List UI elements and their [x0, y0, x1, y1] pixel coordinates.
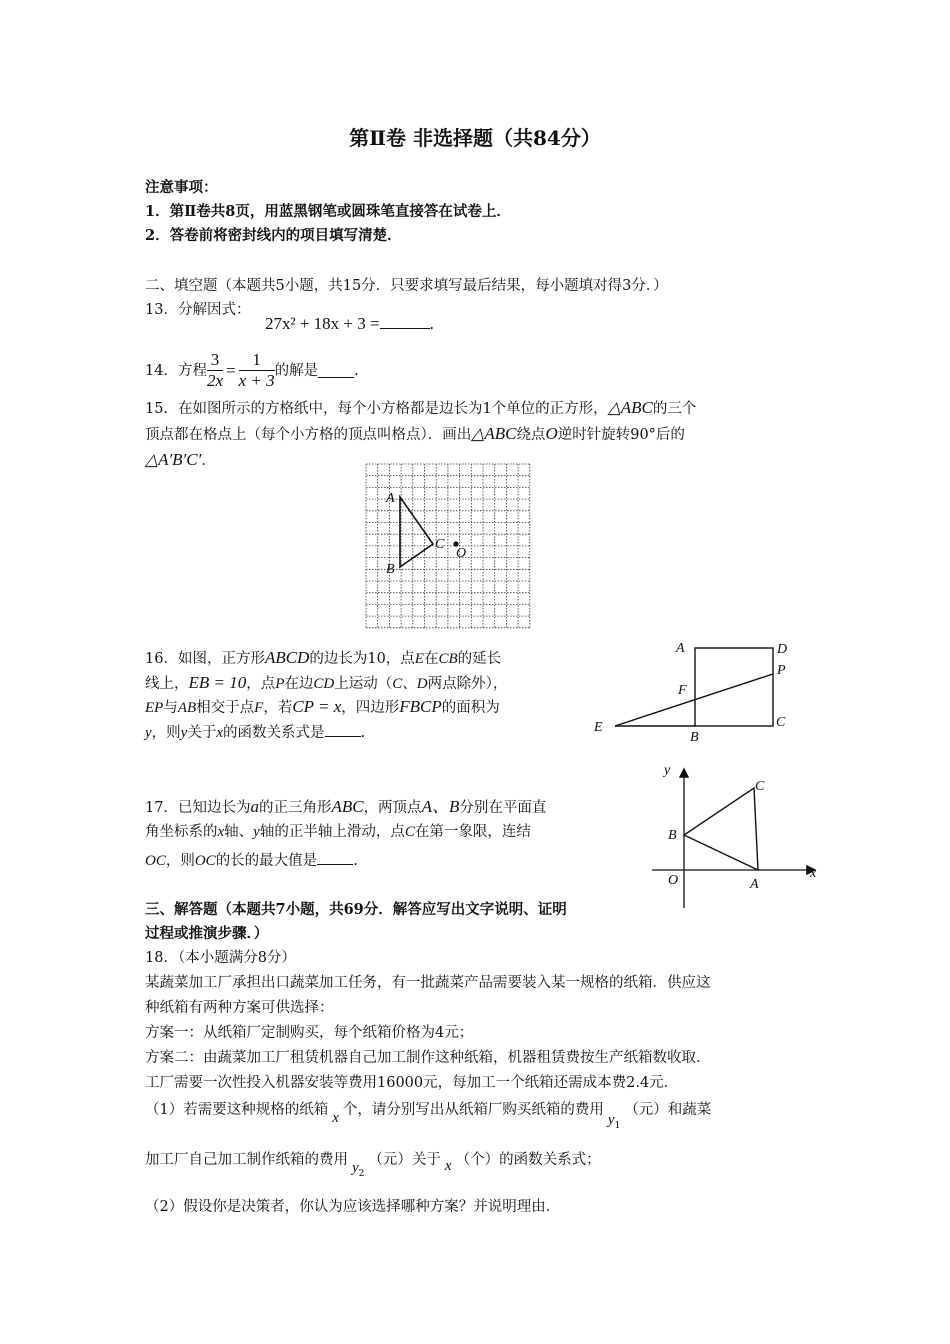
q16-square-figure [590, 636, 800, 746]
q17-l3b: 的长的最大值是 [215, 853, 318, 869]
q18-p1: 某蔬菜加工厂承担出口蔬菜加工任务，有一批蔬菜产品需要装入某一规格的纸箱．供应这 [145, 975, 711, 991]
label-b: B [386, 562, 395, 577]
q15-triangle: △ABC [607, 398, 653, 417]
q15-triangle-2: △ABC [471, 424, 517, 443]
q16-ep: EP [145, 700, 164, 716]
q16-line4 [145, 722, 365, 743]
q17-oc: OC [145, 853, 166, 869]
label-x: x [810, 866, 817, 881]
label-c: C [435, 537, 445, 552]
q15-point-o: O [545, 424, 558, 443]
q17-l1b: 的正三角形 [258, 800, 332, 816]
q15-line1-text: 15．在如图所示的方格纸中，每个小方格都是边长为1个单位的正方形， [145, 401, 608, 417]
q17-l1a: 17．已知边长为 [145, 800, 251, 816]
q16-l2d: 上运动（ [334, 676, 393, 692]
q14-prefix: 14．方程 [145, 362, 207, 379]
triangle-abc [400, 497, 433, 567]
q13-expr: 27x² + 18x + 3 = [265, 314, 380, 333]
q17-l2c: 轴的正半轴上滑动，点 [259, 824, 405, 840]
q17-abc: ABC [331, 797, 364, 816]
q18-p3: 方案一：从纸箱厂定制购买，每个纸箱价格为4元； [145, 1025, 474, 1041]
q16-l3a: 与 [163, 700, 178, 716]
notice-heading: 注意事项： [145, 179, 218, 196]
q17-end: . [353, 853, 358, 869]
q15-line2-mid: 绕点 [516, 427, 546, 443]
q18-sub1-line1 [145, 1100, 712, 1131]
q17-answer-blank[interactable] [317, 850, 353, 865]
q16-ab: AB [177, 700, 197, 716]
q14-answer-blank[interactable] [318, 363, 354, 378]
q16-end: . [360, 725, 366, 741]
section2-heading: 二、填空题（本题共5小题，共15分．只要求填写最后结果，每小题填对得3分．） [145, 278, 668, 294]
q16-y2: y [180, 725, 188, 741]
q16-fbcp: FBCP [399, 697, 442, 716]
q17-l1c: ，两顶点 [363, 800, 422, 816]
q16-l1d: 的延长 [457, 651, 502, 667]
q18-y2: y [352, 1160, 359, 1176]
label-a: A [676, 641, 685, 656]
q17-l1d: 分别在平面直 [459, 800, 547, 816]
q18-y1-sub: 1 [614, 1120, 621, 1131]
q15-rotated-triangle: △A′B′C′ [145, 450, 202, 469]
q16-x: x [216, 725, 224, 741]
line-ep [615, 674, 773, 726]
q14 [145, 350, 359, 391]
q16-y: y [145, 725, 152, 741]
q16-c: C [392, 676, 403, 692]
notice-item-1: 1．第Ⅱ卷共8页，用蓝黑钢笔或圆珠笔直接答在试卷上． [145, 203, 511, 220]
q16-answer-blank[interactable] [325, 722, 361, 737]
q16-point-e: E [414, 651, 424, 667]
q18-s2b: （元）关于 [368, 1152, 441, 1168]
label-o: O [668, 873, 679, 888]
q16-line2 [145, 673, 507, 694]
label-o: O [456, 546, 467, 561]
q17-coordinate-figure [646, 760, 826, 910]
q17-l3a: ，则 [165, 853, 195, 869]
q17-l2b: 轴、 [224, 824, 254, 840]
q15-line2-end: 逆时针旋转90°后的 [557, 427, 685, 443]
label-d: D [777, 642, 788, 657]
q17-a-b: A、B [421, 797, 460, 816]
q16-f: F [254, 700, 264, 716]
q18-p4: 方案二：由蔬菜加工厂租赁机器自己加工制作这种纸箱，机器租赁费按生产纸箱数收取． [145, 1050, 711, 1066]
q17-c: C [404, 824, 415, 840]
grid-lines [366, 464, 530, 628]
q16-l3c: ，若 [263, 700, 293, 716]
q16-square: ABCD [264, 648, 310, 667]
q16-l4b: 关于 [187, 725, 217, 741]
q16-l1a: 16．如图，正方形 [145, 651, 265, 667]
q18-p2: 种纸箱有两种方案可供选择： [145, 1000, 334, 1016]
q15-line3: △A′B′C′． [145, 450, 216, 469]
q16-l3e: 的面积为 [441, 700, 500, 716]
q18-sub2: （2）假设你是决策者，你认为应该选择哪种方案？并说明理由． [145, 1199, 561, 1215]
q14-fraction-1 [207, 350, 223, 391]
q16-cp: CP = x [292, 697, 342, 716]
notice-item-2: 2．答卷前将密封线内的项目填写清楚． [145, 227, 402, 244]
q18-x2: x [444, 1158, 452, 1174]
q16-l3b: 相交于点 [196, 700, 255, 716]
q17-l2d: 在第一象限，连结 [414, 824, 531, 840]
q17-l2a: 角坐标系的 [145, 824, 218, 840]
label-b: B [690, 730, 699, 745]
q18-s2c: （个）的函数关系式； [455, 1152, 601, 1168]
q16-l4a: ，则 [151, 725, 181, 741]
q17-oc2: OC [194, 853, 216, 869]
q18-s1a: （1）若需要这种规格的纸箱 [145, 1102, 329, 1118]
q17-line3 [145, 850, 358, 871]
q16-cd: CD [313, 676, 335, 692]
q18-y2-sub: 2 [358, 1168, 365, 1179]
label-a: A [386, 491, 395, 506]
q16-l2f: 两点除外）， [427, 676, 508, 692]
q16-l2b: ，点 [246, 676, 276, 692]
q16-line1 [145, 648, 501, 669]
q15-line1 [145, 398, 696, 419]
triangle-abc [684, 788, 758, 870]
label-c: C [755, 779, 765, 794]
section3-heading-1: 三、解答题（本题共7小题，共69分．解答应写出文字说明、证明 [145, 901, 567, 918]
q18-x: x [332, 1110, 339, 1126]
q16-cb: CB [438, 651, 458, 667]
q14-frac1-den: 2x [206, 371, 223, 390]
q13-end: . [429, 314, 434, 333]
q14-equals: = [226, 360, 236, 380]
q17-line1 [145, 797, 546, 818]
label-b: B [668, 828, 677, 843]
q16-l2e: 、 [402, 676, 417, 692]
q14-frac1-num: 3 [207, 350, 223, 371]
label-a: A [750, 877, 759, 892]
q16-l2a: 线上， [145, 676, 189, 692]
q14-frac2-num: 1 [239, 350, 275, 371]
q16-point-p: P [275, 676, 285, 692]
q14-fraction-2 [239, 350, 275, 391]
q15-line1-end: 的三个 [652, 401, 697, 417]
q18-s1c: （元）和蔬菜 [624, 1102, 712, 1118]
label-y: y [664, 763, 671, 778]
q13-expression [265, 314, 434, 334]
q16-l1c: 在 [423, 651, 439, 667]
q18-s1b: 个，请分别写出从纸箱厂购买纸箱的费用 [342, 1102, 604, 1118]
q17-a: a [250, 797, 259, 816]
q15-grid-figure [364, 462, 536, 636]
q18-s2a: 加工厂自己加工制作纸箱的费用 [145, 1152, 348, 1168]
q18-sub1-line2 [145, 1150, 601, 1179]
q16-l4c: 的函数关系式是 [223, 725, 325, 741]
q18-head: 18．（本小题满分8分） [145, 950, 296, 966]
q16-l3d: ，四边形 [341, 700, 400, 716]
section3-heading-2: 过程或推演步骤．） [145, 925, 269, 942]
q14-suffix: 的解是 [274, 362, 319, 379]
label-e: E [594, 720, 603, 735]
q16-d: D [416, 676, 428, 692]
label-f: F [678, 683, 687, 698]
q14-frac2-den: x + 3 [238, 371, 275, 390]
q18-y1: y [607, 1112, 615, 1128]
label-c: C [776, 715, 786, 730]
q13-answer-blank[interactable] [380, 314, 430, 329]
q16-eb: EB = 10 [188, 673, 247, 692]
q17-y: y [253, 824, 260, 840]
q17-line2 [145, 822, 531, 842]
q14-end: . [354, 362, 359, 379]
q16-l1b: 的边长为10，点 [309, 651, 415, 667]
q13-label: 13．分解因式： [145, 302, 251, 318]
page-title: 第Ⅱ卷 非选择题（共84分） [349, 126, 601, 150]
q17-x: x [217, 824, 225, 840]
q16-l2c: 在边 [284, 676, 314, 692]
q15-line2 [145, 424, 685, 445]
label-p: P [777, 663, 786, 678]
q18-p5: 工厂需要一次性投入机器安装等费用16000元，每加工一个纸箱还需成本费2.4元． [145, 1075, 679, 1091]
q16-line3 [145, 697, 500, 718]
q15-line2-text: 顶点都在格点上（每个小方格的顶点叫格点）．画出 [145, 427, 472, 443]
